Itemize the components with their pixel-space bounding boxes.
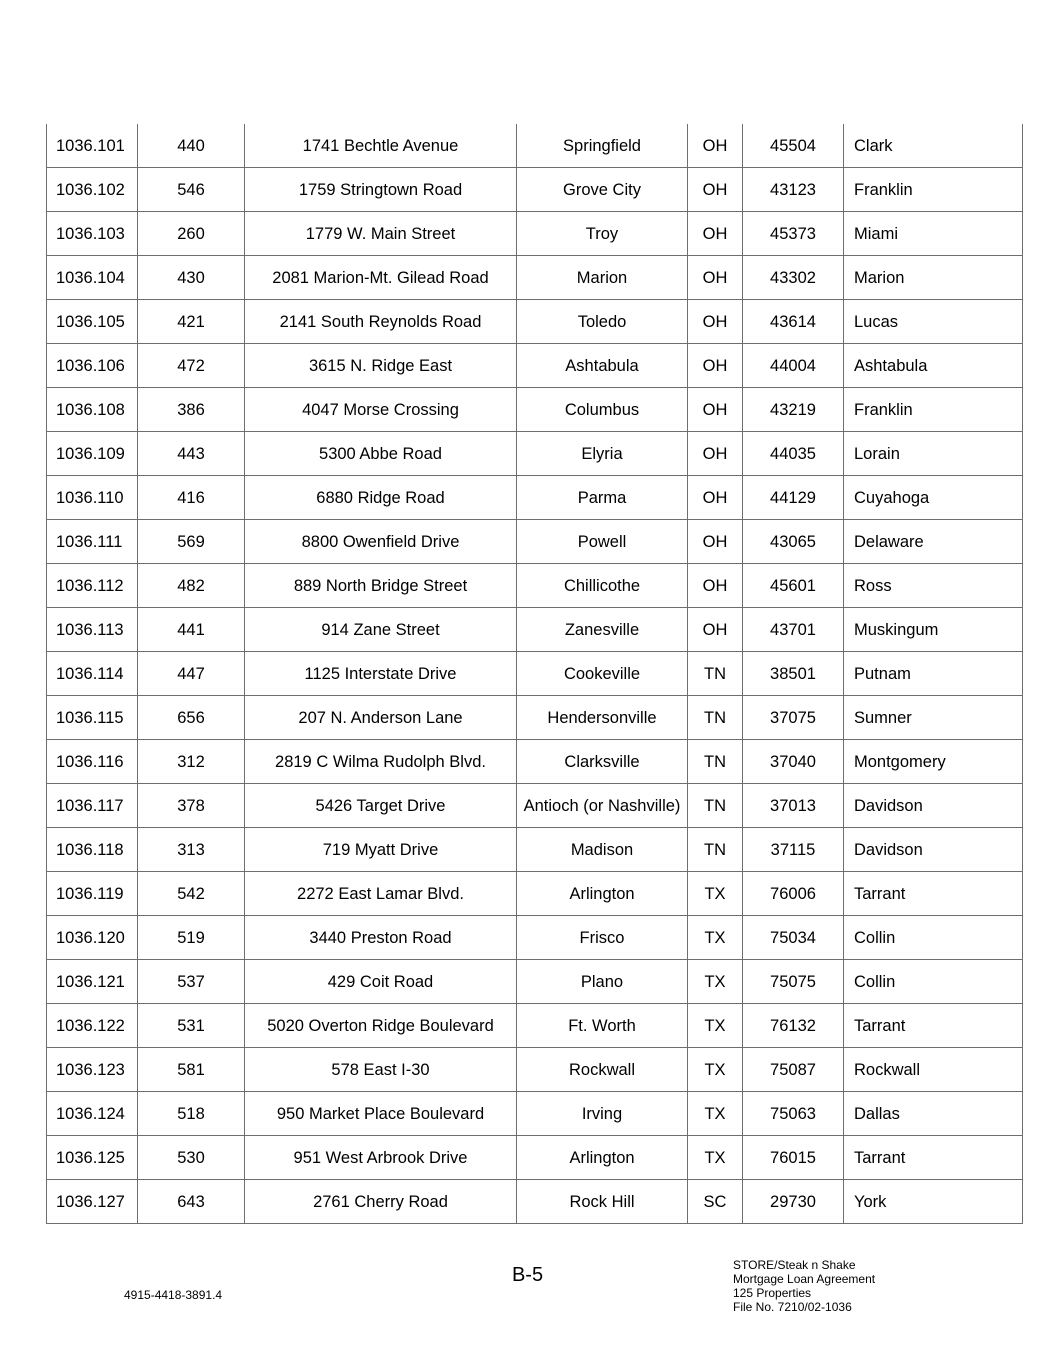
loan-number-cell: 1036.109 <box>47 432 138 476</box>
state-cell: OH <box>688 476 743 520</box>
address-cell: 951 West Arbrook Drive <box>245 1136 517 1180</box>
store-number-cell: 430 <box>138 256 245 300</box>
zip-cell: 44035 <box>743 432 844 476</box>
state-cell: OH <box>688 256 743 300</box>
loan-number-cell: 1036.117 <box>47 784 138 828</box>
address-cell: 5300 Abbe Road <box>245 432 517 476</box>
city-cell: Columbus <box>517 388 688 432</box>
city-cell: Clarksville <box>517 740 688 784</box>
state-cell: OH <box>688 168 743 212</box>
zip-cell: 76006 <box>743 872 844 916</box>
zip-cell: 38501 <box>743 652 844 696</box>
zip-cell: 43701 <box>743 608 844 652</box>
city-cell: Elyria <box>517 432 688 476</box>
table-row <box>47 344 1023 388</box>
zip-cell: 37013 <box>743 784 844 828</box>
address-cell: 207 N. Anderson Lane <box>245 696 517 740</box>
store-number-cell: 378 <box>138 784 245 828</box>
zip-cell: 37075 <box>743 696 844 740</box>
state-cell: OH <box>688 520 743 564</box>
address-cell: 1759 Stringtown Road <box>245 168 517 212</box>
table-row <box>47 256 1023 300</box>
city-cell: Hendersonville <box>517 696 688 740</box>
address-cell: 4047 Morse Crossing <box>245 388 517 432</box>
state-cell: TN <box>688 652 743 696</box>
loan-number-cell: 1036.125 <box>47 1136 138 1180</box>
address-cell: 950 Market Place Boulevard <box>245 1092 517 1136</box>
store-number-cell: 443 <box>138 432 245 476</box>
table-row <box>47 740 1023 784</box>
county-cell: Rockwall <box>844 1048 1023 1092</box>
loan-number-cell: 1036.118 <box>47 828 138 872</box>
county-cell: Tarrant <box>844 872 1023 916</box>
table-row <box>47 1092 1023 1136</box>
store-number-cell: 472 <box>138 344 245 388</box>
zip-cell: 44129 <box>743 476 844 520</box>
table-row <box>47 916 1023 960</box>
zip-cell: 75034 <box>743 916 844 960</box>
zip-cell: 76015 <box>743 1136 844 1180</box>
table-row <box>47 828 1023 872</box>
zip-cell: 76132 <box>743 1004 844 1048</box>
state-cell: OH <box>688 432 743 476</box>
table-row <box>47 432 1023 476</box>
table-row <box>47 1004 1023 1048</box>
state-cell: OH <box>688 608 743 652</box>
county-cell: Dallas <box>844 1092 1023 1136</box>
zip-cell: 45373 <box>743 212 844 256</box>
city-cell: Arlington <box>517 872 688 916</box>
state-cell: OH <box>688 564 743 608</box>
zip-cell: 75087 <box>743 1048 844 1092</box>
city-cell: Marion <box>517 256 688 300</box>
county-cell: Franklin <box>844 168 1023 212</box>
county-cell: Marion <box>844 256 1023 300</box>
table-row <box>47 872 1023 916</box>
state-cell: OH <box>688 212 743 256</box>
zip-cell: 43219 <box>743 388 844 432</box>
address-cell: 1779 W. Main Street <box>245 212 517 256</box>
store-number-cell: 441 <box>138 608 245 652</box>
table-row <box>47 476 1023 520</box>
store-number-cell: 531 <box>138 1004 245 1048</box>
city-cell: Chillicothe <box>517 564 688 608</box>
city-cell: Frisco <box>517 916 688 960</box>
city-cell: Irving <box>517 1092 688 1136</box>
county-cell: Tarrant <box>844 1004 1023 1048</box>
property-table-body <box>47 124 1023 1224</box>
zip-cell: 75075 <box>743 960 844 1004</box>
store-number-cell: 643 <box>138 1180 245 1224</box>
address-cell: 3615 N. Ridge East <box>245 344 517 388</box>
page-number: B-5 <box>511 1264 544 1286</box>
store-number-cell: 312 <box>138 740 245 784</box>
document-info-line: STORE/Steak n Shake <box>733 1258 856 1272</box>
loan-number-cell: 1036.115 <box>47 696 138 740</box>
store-number-cell: 519 <box>138 916 245 960</box>
zip-cell: 43302 <box>743 256 844 300</box>
address-cell: 719 Myatt Drive <box>245 828 517 872</box>
city-cell: Toledo <box>517 300 688 344</box>
document-info-line: Mortgage Loan Agreement <box>733 1272 876 1286</box>
store-number-cell: 569 <box>138 520 245 564</box>
state-cell: TX <box>688 1048 743 1092</box>
city-cell: Grove City <box>517 168 688 212</box>
address-cell: 8800 Owenfield Drive <box>245 520 517 564</box>
county-cell: Lorain <box>844 432 1023 476</box>
state-cell: OH <box>688 344 743 388</box>
loan-number-cell: 1036.106 <box>47 344 138 388</box>
store-number-cell: 416 <box>138 476 245 520</box>
table-row <box>47 1048 1023 1092</box>
address-cell: 889 North Bridge Street <box>245 564 517 608</box>
table-row <box>47 564 1023 608</box>
loan-number-cell: 1036.119 <box>47 872 138 916</box>
state-cell: OH <box>688 124 743 168</box>
table-row <box>47 784 1023 828</box>
loan-number-cell: 1036.124 <box>47 1092 138 1136</box>
county-cell: Delaware <box>844 520 1023 564</box>
county-cell: Ross <box>844 564 1023 608</box>
county-cell: Collin <box>844 960 1023 1004</box>
store-number-cell: 386 <box>138 388 245 432</box>
county-cell: Collin <box>844 916 1023 960</box>
city-cell: Antioch (or Nashville) <box>517 784 688 828</box>
address-cell: 914 Zane Street <box>245 608 517 652</box>
store-number-cell: 656 <box>138 696 245 740</box>
state-cell: TN <box>688 696 743 740</box>
city-cell: Ft. Worth <box>517 1004 688 1048</box>
city-cell: Parma <box>517 476 688 520</box>
county-cell: Sumner <box>844 696 1023 740</box>
loan-number-cell: 1036.101 <box>47 124 138 168</box>
county-cell: York <box>844 1180 1023 1224</box>
store-number-cell: 542 <box>138 872 245 916</box>
zip-cell: 75063 <box>743 1092 844 1136</box>
city-cell: Madison <box>517 828 688 872</box>
table-row <box>47 300 1023 344</box>
county-cell: Tarrant <box>844 1136 1023 1180</box>
city-cell: Troy <box>517 212 688 256</box>
city-cell: Powell <box>517 520 688 564</box>
table-row <box>47 168 1023 212</box>
loan-number-cell: 1036.105 <box>47 300 138 344</box>
table-row <box>47 388 1023 432</box>
address-cell: 3440 Preston Road <box>245 916 517 960</box>
store-number-cell: 421 <box>138 300 245 344</box>
address-cell: 2141 South Reynolds Road <box>245 300 517 344</box>
address-cell: 2272 East Lamar Blvd. <box>245 872 517 916</box>
state-cell: TN <box>688 740 743 784</box>
address-cell: 2819 C Wilma Rudolph Blvd. <box>245 740 517 784</box>
zip-cell: 37115 <box>743 828 844 872</box>
loan-number-cell: 1036.122 <box>47 1004 138 1048</box>
address-cell: 2761 Cherry Road <box>245 1180 517 1224</box>
zip-cell: 45504 <box>743 124 844 168</box>
county-cell: Muskingum <box>844 608 1023 652</box>
store-number-cell: 482 <box>138 564 245 608</box>
document-info <box>733 1258 875 1314</box>
loan-number-cell: 1036.123 <box>47 1048 138 1092</box>
loan-number-cell: 1036.102 <box>47 168 138 212</box>
table-row <box>47 520 1023 564</box>
state-cell: TX <box>688 1136 743 1180</box>
property-table <box>46 124 1023 1224</box>
zip-cell: 43614 <box>743 300 844 344</box>
document-number: 4915-4418-3891.4 <box>124 1288 223 1302</box>
county-cell: Davidson <box>844 784 1023 828</box>
table-row <box>47 124 1023 168</box>
loan-number-cell: 1036.116 <box>47 740 138 784</box>
city-cell: Rock Hill <box>517 1180 688 1224</box>
table-row <box>47 212 1023 256</box>
state-cell: TN <box>688 784 743 828</box>
state-cell: TX <box>688 1004 743 1048</box>
table-row <box>47 608 1023 652</box>
city-cell: Plano <box>517 960 688 1004</box>
county-cell: Clark <box>844 124 1023 168</box>
state-cell: TX <box>688 1092 743 1136</box>
zip-cell: 43123 <box>743 168 844 212</box>
address-cell: 5020 Overton Ridge Boulevard <box>245 1004 517 1048</box>
zip-cell: 45601 <box>743 564 844 608</box>
address-cell: 1741 Bechtle Avenue <box>245 124 517 168</box>
city-cell: Arlington <box>517 1136 688 1180</box>
county-cell: Putnam <box>844 652 1023 696</box>
county-cell: Miami <box>844 212 1023 256</box>
loan-number-cell: 1036.110 <box>47 476 138 520</box>
address-cell: 5426 Target Drive <box>245 784 517 828</box>
store-number-cell: 518 <box>138 1092 245 1136</box>
state-cell: OH <box>688 300 743 344</box>
loan-number-cell: 1036.111 <box>47 520 138 564</box>
table-row <box>47 652 1023 696</box>
state-cell: SC <box>688 1180 743 1224</box>
store-number-cell: 546 <box>138 168 245 212</box>
loan-number-cell: 1036.108 <box>47 388 138 432</box>
table-row <box>47 1136 1023 1180</box>
store-number-cell: 537 <box>138 960 245 1004</box>
loan-number-cell: 1036.112 <box>47 564 138 608</box>
store-number-cell: 581 <box>138 1048 245 1092</box>
table-row <box>47 960 1023 1004</box>
address-cell: 578 East I-30 <box>245 1048 517 1092</box>
city-cell: Rockwall <box>517 1048 688 1092</box>
city-cell: Cookeville <box>517 652 688 696</box>
county-cell: Davidson <box>844 828 1023 872</box>
store-number-cell: 447 <box>138 652 245 696</box>
address-cell: 1125 Interstate Drive <box>245 652 517 696</box>
loan-number-cell: 1036.113 <box>47 608 138 652</box>
county-cell: Lucas <box>844 300 1023 344</box>
state-cell: TX <box>688 916 743 960</box>
store-number-cell: 260 <box>138 212 245 256</box>
table-row <box>47 1180 1023 1224</box>
zip-cell: 37040 <box>743 740 844 784</box>
store-number-cell: 313 <box>138 828 245 872</box>
county-cell: Cuyahoga <box>844 476 1023 520</box>
loan-number-cell: 1036.120 <box>47 916 138 960</box>
state-cell: TX <box>688 872 743 916</box>
city-cell: Zanesville <box>517 608 688 652</box>
state-cell: TN <box>688 828 743 872</box>
address-cell: 6880 Ridge Road <box>245 476 517 520</box>
county-cell: Ashtabula <box>844 344 1023 388</box>
zip-cell: 29730 <box>743 1180 844 1224</box>
store-number-cell: 440 <box>138 124 245 168</box>
table-row <box>47 696 1023 740</box>
loan-number-cell: 1036.104 <box>47 256 138 300</box>
state-cell: OH <box>688 388 743 432</box>
state-cell: TX <box>688 960 743 1004</box>
county-cell: Franklin <box>844 388 1023 432</box>
address-cell: 2081 Marion-Mt. Gilead Road <box>245 256 517 300</box>
document-info-line: File No. 7210/02-1036 <box>733 1300 852 1314</box>
city-cell: Springfield <box>517 124 688 168</box>
document-info-line: 125 Properties <box>733 1286 812 1300</box>
loan-number-cell: 1036.127 <box>47 1180 138 1224</box>
zip-cell: 44004 <box>743 344 844 388</box>
address-cell: 429 Coit Road <box>245 960 517 1004</box>
loan-number-cell: 1036.121 <box>47 960 138 1004</box>
store-number-cell: 530 <box>138 1136 245 1180</box>
loan-number-cell: 1036.103 <box>47 212 138 256</box>
zip-cell: 43065 <box>743 520 844 564</box>
loan-number-cell: 1036.114 <box>47 652 138 696</box>
city-cell: Ashtabula <box>517 344 688 388</box>
county-cell: Montgomery <box>844 740 1023 784</box>
